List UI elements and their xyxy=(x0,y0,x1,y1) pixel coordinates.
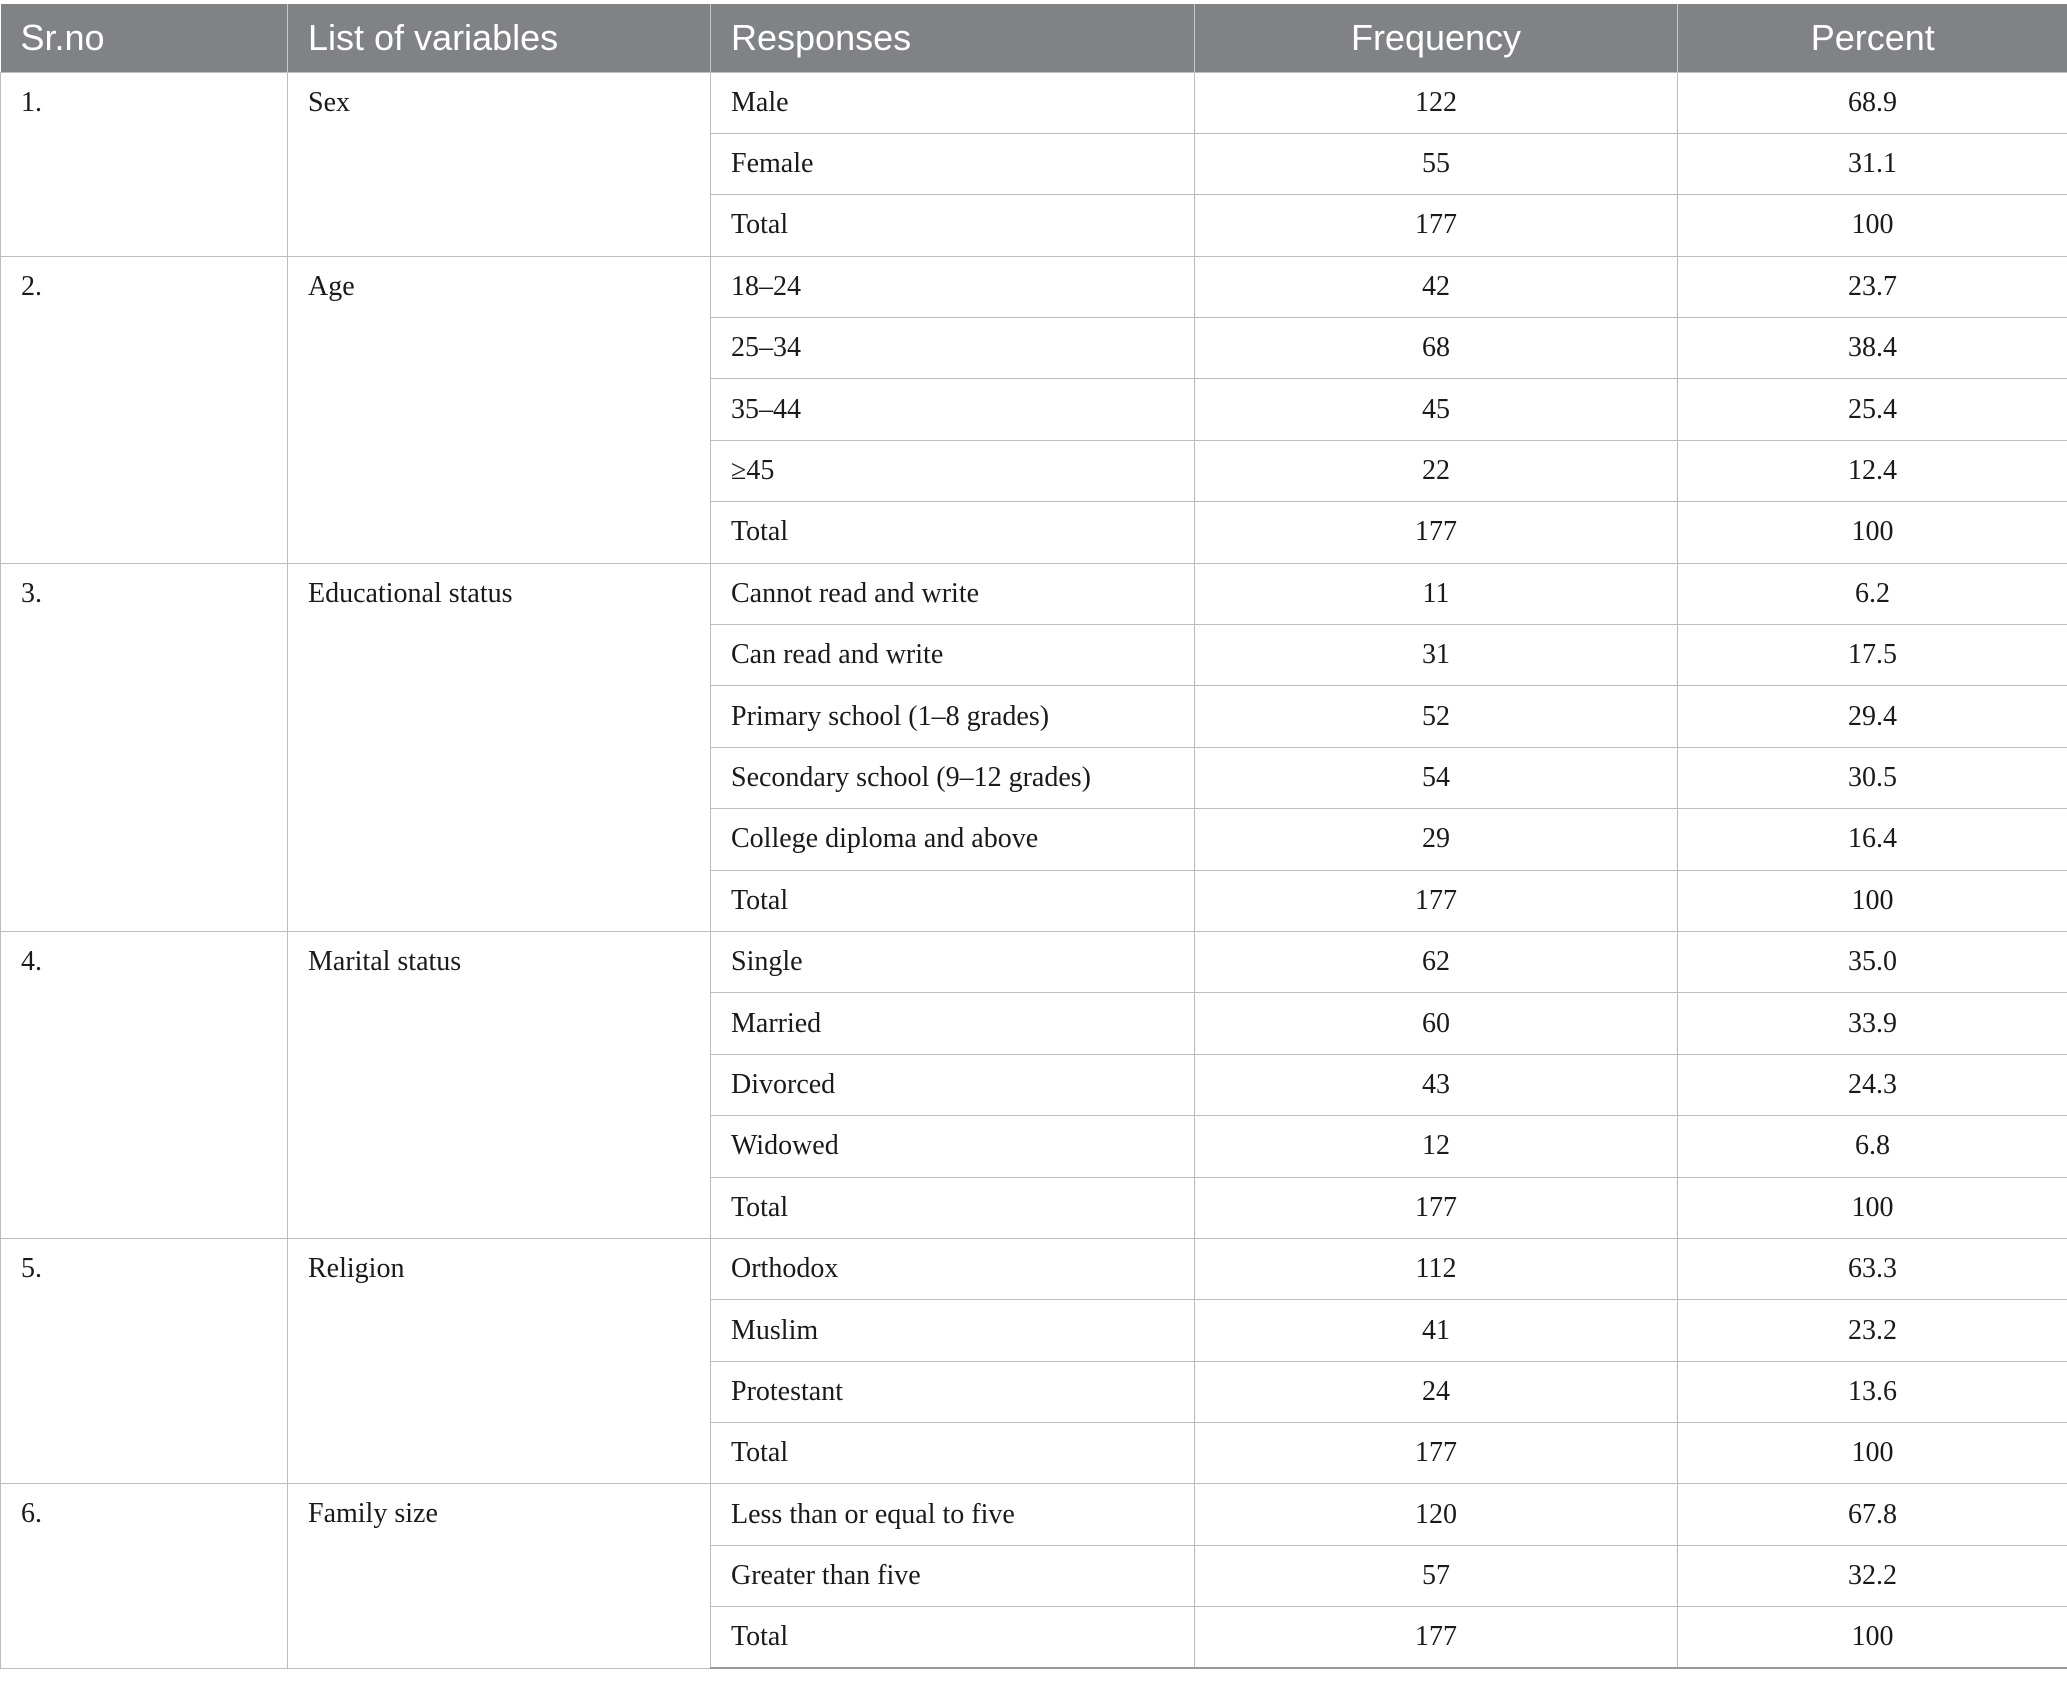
cell-response: Greater than five xyxy=(711,1545,1195,1606)
cell-frequency: 45 xyxy=(1195,379,1678,440)
demographic-table xyxy=(0,4,2067,1669)
cell-percent: 68.9 xyxy=(1678,72,2067,133)
cell-frequency: 52 xyxy=(1195,686,1678,747)
cell-percent: 23.2 xyxy=(1678,1300,2067,1361)
cell-frequency: 11 xyxy=(1195,563,1678,624)
cell-response: Cannot read and write xyxy=(711,563,1195,624)
cell-variable: Educational status xyxy=(288,563,711,931)
table-row xyxy=(1,72,2067,133)
cell-srno: 5. xyxy=(1,1238,288,1484)
cell-frequency: 42 xyxy=(1195,256,1678,317)
header-variables: List of variables xyxy=(288,4,711,72)
cell-frequency: 29 xyxy=(1195,809,1678,870)
table-row xyxy=(1,1238,2067,1299)
cell-percent: 6.8 xyxy=(1678,1116,2067,1177)
table-header xyxy=(1,4,2067,72)
cell-srno: 3. xyxy=(1,563,288,931)
cell-response: Married xyxy=(711,993,1195,1054)
cell-response: ≥45 xyxy=(711,440,1195,501)
cell-frequency: 12 xyxy=(1195,1116,1678,1177)
cell-frequency: 68 xyxy=(1195,318,1678,379)
cell-response: Can read and write xyxy=(711,625,1195,686)
cell-variable: Age xyxy=(288,256,711,563)
cell-response: 25–34 xyxy=(711,318,1195,379)
cell-percent: 100 xyxy=(1678,1607,2067,1668)
cell-percent: 100 xyxy=(1678,195,2067,256)
cell-frequency: 43 xyxy=(1195,1054,1678,1115)
cell-percent: 6.2 xyxy=(1678,563,2067,624)
cell-percent: 63.3 xyxy=(1678,1238,2067,1299)
cell-response: Male xyxy=(711,72,1195,133)
cell-percent: 16.4 xyxy=(1678,809,2067,870)
cell-response: Less than or equal to five xyxy=(711,1484,1195,1545)
cell-variable: Marital status xyxy=(288,931,711,1238)
cell-response: Muslim xyxy=(711,1300,1195,1361)
cell-response: Primary school (1–8 grades) xyxy=(711,686,1195,747)
cell-percent: 31.1 xyxy=(1678,133,2067,194)
cell-response: Total xyxy=(711,502,1195,563)
cell-frequency: 112 xyxy=(1195,1238,1678,1299)
cell-response: Total xyxy=(711,1423,1195,1484)
cell-response: Single xyxy=(711,931,1195,992)
cell-response: Orthodox xyxy=(711,1238,1195,1299)
cell-frequency: 120 xyxy=(1195,1484,1678,1545)
cell-frequency: 177 xyxy=(1195,870,1678,931)
cell-response: Divorced xyxy=(711,1054,1195,1115)
cell-percent: 25.4 xyxy=(1678,379,2067,440)
cell-percent: 17.5 xyxy=(1678,625,2067,686)
cell-response: 35–44 xyxy=(711,379,1195,440)
cell-percent: 38.4 xyxy=(1678,318,2067,379)
cell-percent: 12.4 xyxy=(1678,440,2067,501)
cell-percent: 100 xyxy=(1678,502,2067,563)
cell-response: College diploma and above xyxy=(711,809,1195,870)
cell-percent: 13.6 xyxy=(1678,1361,2067,1422)
cell-srno: 2. xyxy=(1,256,288,563)
cell-frequency: 177 xyxy=(1195,195,1678,256)
cell-percent: 67.8 xyxy=(1678,1484,2067,1545)
cell-srno: 4. xyxy=(1,931,288,1238)
cell-percent: 100 xyxy=(1678,1423,2067,1484)
data-table-container xyxy=(0,4,2067,1669)
cell-percent: 35.0 xyxy=(1678,931,2067,992)
header-percent: Percent xyxy=(1678,4,2067,72)
cell-percent: 100 xyxy=(1678,1177,2067,1238)
table-row xyxy=(1,931,2067,992)
header-responses: Responses xyxy=(711,4,1195,72)
cell-frequency: 62 xyxy=(1195,931,1678,992)
cell-frequency: 177 xyxy=(1195,502,1678,563)
cell-response: Total xyxy=(711,1177,1195,1238)
header-frequency: Frequency xyxy=(1195,4,1678,72)
cell-frequency: 177 xyxy=(1195,1607,1678,1668)
cell-percent: 29.4 xyxy=(1678,686,2067,747)
header-srno: Sr.no xyxy=(1,4,288,72)
table-row xyxy=(1,1484,2067,1545)
cell-response: 18–24 xyxy=(711,256,1195,317)
cell-percent: 23.7 xyxy=(1678,256,2067,317)
cell-frequency: 22 xyxy=(1195,440,1678,501)
cell-frequency: 177 xyxy=(1195,1423,1678,1484)
cell-percent: 30.5 xyxy=(1678,747,2067,808)
cell-frequency: 177 xyxy=(1195,1177,1678,1238)
table-body xyxy=(1,72,2067,1668)
cell-frequency: 122 xyxy=(1195,72,1678,133)
cell-percent: 24.3 xyxy=(1678,1054,2067,1115)
cell-frequency: 55 xyxy=(1195,133,1678,194)
cell-variable: Sex xyxy=(288,72,711,256)
header-row xyxy=(1,4,2067,72)
cell-frequency: 60 xyxy=(1195,993,1678,1054)
table-row xyxy=(1,563,2067,624)
cell-frequency: 57 xyxy=(1195,1545,1678,1606)
cell-frequency: 24 xyxy=(1195,1361,1678,1422)
cell-srno: 6. xyxy=(1,1484,288,1668)
table-row xyxy=(1,256,2067,317)
cell-percent: 100 xyxy=(1678,870,2067,931)
cell-srno: 1. xyxy=(1,72,288,256)
cell-response: Protestant xyxy=(711,1361,1195,1422)
cell-frequency: 31 xyxy=(1195,625,1678,686)
cell-percent: 33.9 xyxy=(1678,993,2067,1054)
cell-response: Female xyxy=(711,133,1195,194)
cell-frequency: 54 xyxy=(1195,747,1678,808)
cell-response: Widowed xyxy=(711,1116,1195,1177)
cell-response: Total xyxy=(711,195,1195,256)
cell-percent: 32.2 xyxy=(1678,1545,2067,1606)
cell-response: Secondary school (9–12 grades) xyxy=(711,747,1195,808)
cell-response: Total xyxy=(711,1607,1195,1668)
cell-variable: Family size xyxy=(288,1484,711,1668)
cell-variable: Religion xyxy=(288,1238,711,1484)
cell-response: Total xyxy=(711,870,1195,931)
cell-frequency: 41 xyxy=(1195,1300,1678,1361)
